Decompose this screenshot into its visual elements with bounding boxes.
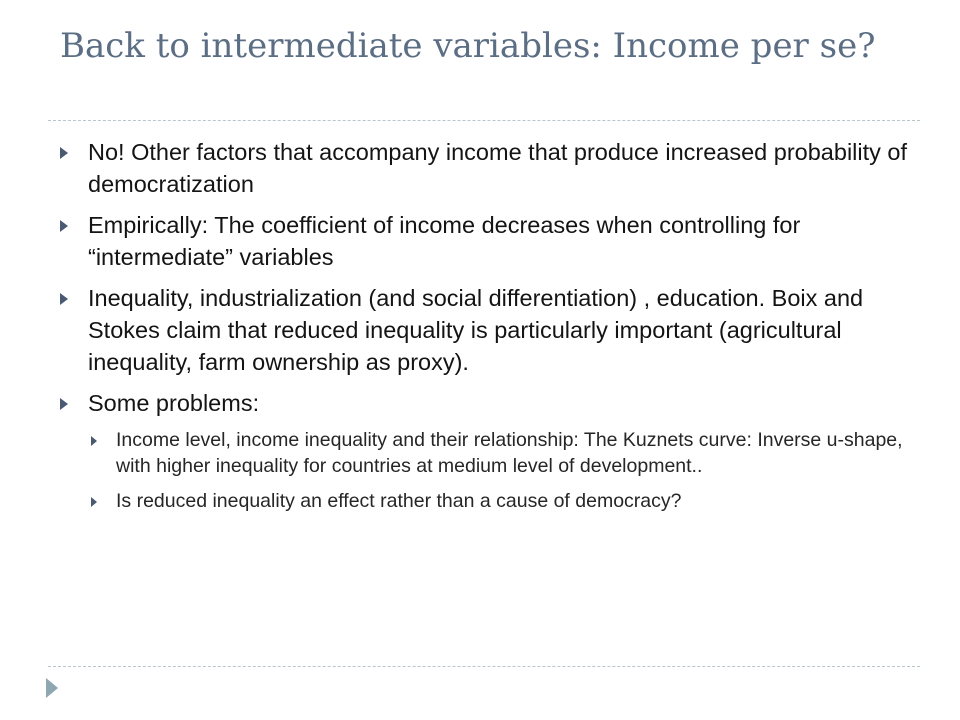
triangle-right-icon	[60, 147, 68, 159]
bullet-item	[58, 209, 908, 273]
bullet-text: Empirically: The coefficient of income decreases when controlling for “intermediate” variables	[88, 212, 801, 270]
triangle-right-icon	[60, 220, 68, 232]
bullet-text: Inequality, industrialization (and social differentiation) , education. Boix and Stokes claim that reduced inequality is particularly important (agricultural inequality, farm ownership as proxy).	[88, 285, 864, 375]
sub-bullet-text: Is reduced inequality an effect rather than a cause of democracy?	[116, 490, 682, 512]
sub-bullet-item	[88, 427, 908, 479]
footer-arrow-icon	[46, 678, 58, 698]
bullet-text: No! Other factors that accompany income that produce increased probability of democratization	[88, 139, 908, 197]
sub-bullet-text: Income level, income inequality and their relationship: The Kuznets curve: Inverse u-shape, with higher inequality for countries at medium level of development..	[116, 429, 903, 477]
footer-divider	[48, 666, 920, 667]
title-divider	[48, 120, 920, 121]
bullet-list	[58, 136, 908, 523]
triangle-right-icon	[91, 436, 97, 446]
triangle-right-icon	[91, 497, 97, 507]
bullet-item	[58, 387, 908, 514]
sub-bullet-item	[88, 488, 908, 514]
slide-title: Back to intermediate variables: Income per se?	[60, 26, 876, 66]
bullet-item	[58, 282, 908, 378]
bullet-item	[58, 136, 908, 200]
triangle-right-icon	[60, 398, 68, 410]
bullet-text: Some problems:	[88, 390, 260, 416]
sub-bullet-list	[88, 427, 908, 514]
triangle-right-icon	[60, 293, 68, 305]
